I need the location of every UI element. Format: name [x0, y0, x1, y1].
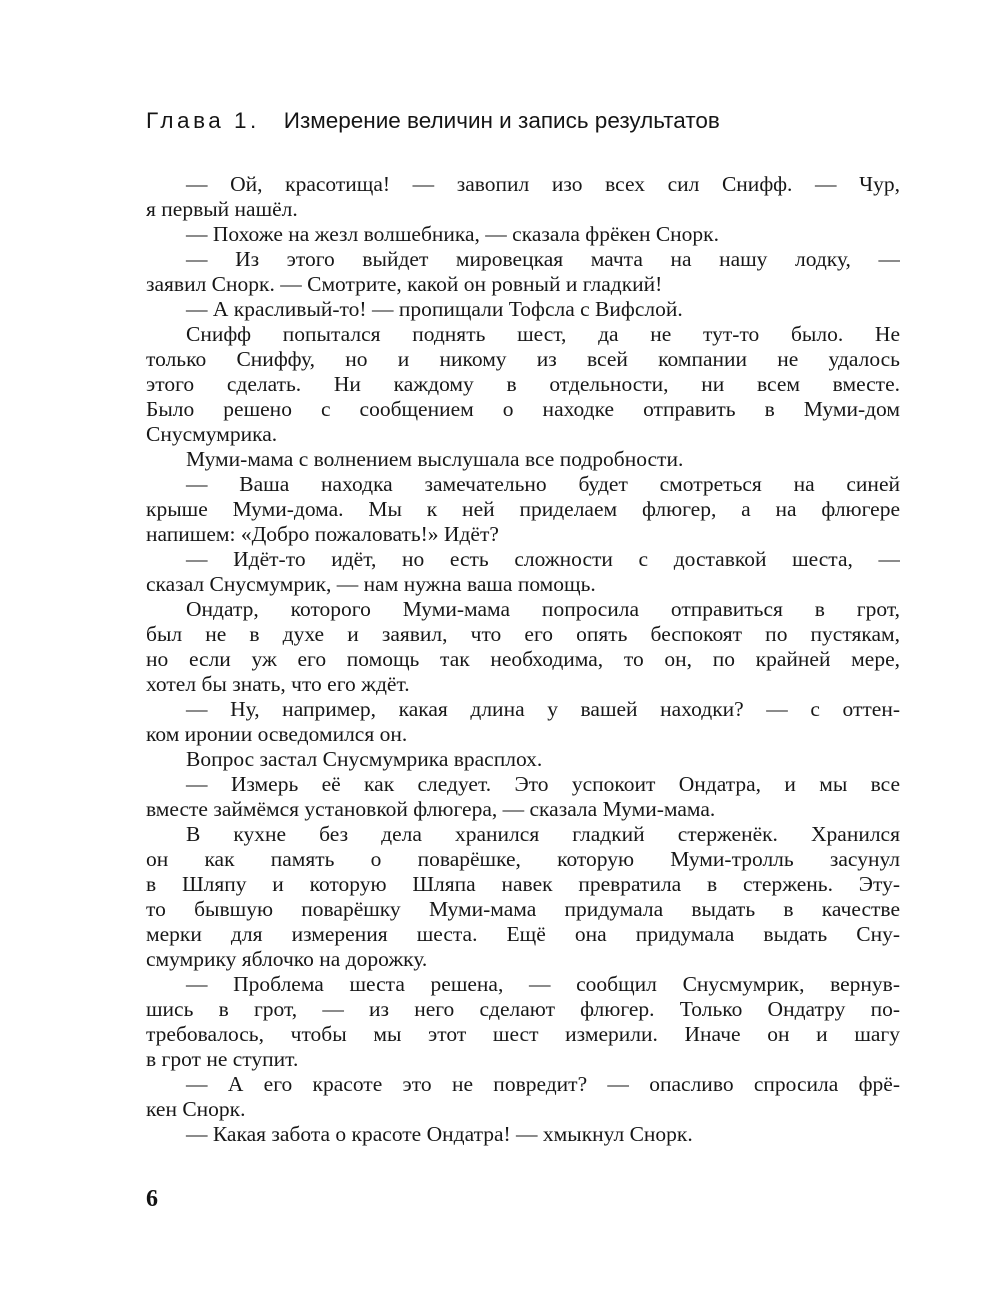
paragraph: [146, 822, 900, 972]
text-line: заявил Снорк. — Смотрите, какой он ровный и гладкий!: [146, 272, 663, 296]
text-line: кен Снорк.: [146, 1097, 246, 1121]
paragraph: [146, 697, 900, 747]
text-line: хотел бы знать, что его ждёт.: [146, 672, 410, 696]
paragraph: [146, 972, 900, 1072]
text-line: он как память о поварёшке, которую Муми-тролль засунул: [146, 847, 900, 871]
text-line: ком иронии осведомился он.: [146, 722, 408, 746]
text-line: сказал Снусмумрик, — нам нужна ваша помощь.: [146, 572, 596, 596]
paragraph: [146, 297, 900, 322]
text-line: В кухне без дела хранился гладкий стерженёк. Хранился: [186, 822, 900, 846]
text-line: — Проблема шеста решена, — сообщил Снусмумрик, вернув-: [186, 972, 900, 996]
paragraph: [146, 447, 900, 472]
text-line: — Ну, например, какая длина у вашей находки? — с оттен-: [186, 697, 900, 721]
text-line: шись в грот, — из него сделают флюгер. Только Ондатру по-: [146, 997, 900, 1021]
paragraph: [146, 472, 900, 547]
text-line: — А красливый-то! — пропищали Тофсла с Вифслой.: [186, 297, 683, 321]
text-line: я первый нашёл.: [146, 197, 298, 221]
paragraph: [146, 222, 900, 247]
text-line: Ондатр, которого Муми-мама попросила отправиться в грот,: [186, 597, 900, 621]
paragraph: [146, 247, 900, 297]
text-line: в грот не ступит.: [146, 1047, 299, 1071]
text-line: — А его красоте это не повредит? — опасливо спросила фрё-: [186, 1072, 900, 1096]
paragraph: [146, 597, 900, 697]
text-line: — Ой, красотища! — завопил изо всех сил Снифф. — Чур,: [186, 172, 900, 196]
text-line: только Сниффу, но и никому из всей компании не удалось: [146, 347, 900, 371]
text-line: требовалось, чтобы мы этот шест измерили. Иначе он и шагу: [146, 1022, 900, 1046]
text-line: Снифф попытался поднять шест, да не тут-то было. Не: [186, 322, 900, 346]
paragraph: [146, 172, 900, 222]
text-line: мерки для измерения шеста. Ещё она придумала выдать Сну-: [146, 922, 900, 946]
paragraph: [146, 772, 900, 822]
text-line: был не в духе и заявил, что его опять беспокоят по пустякам,: [146, 622, 900, 646]
paragraph: [146, 322, 900, 447]
text-line: — Идёт-то идёт, но есть сложности с доставкой шеста, —: [186, 547, 900, 571]
text-line: смумрику яблочко на дорожку.: [146, 947, 428, 971]
page-number: 6: [146, 1186, 158, 1212]
body-text: [146, 172, 900, 1147]
paragraph: [146, 547, 900, 597]
text-line: вместе займёмся установкой флюгера, — сказала Муми-мама.: [146, 797, 716, 821]
chapter-title: Измерение величин и запись результатов: [283, 108, 720, 133]
chapter-heading: [146, 106, 900, 136]
chapter-label: Глава 1.: [146, 108, 260, 133]
text-line: — Из этого выйдет мировецкая мачта на нашу лодку, —: [186, 247, 900, 271]
text-line: — Похоже на жезл волшебника, — сказала фрёкен Снорк.: [186, 222, 719, 246]
paragraph: [146, 1122, 900, 1147]
paragraph: [146, 747, 900, 772]
text-line: но если уж его помощь так необходима, то он, по крайней мере,: [146, 647, 900, 671]
text-line: — Ваша находка замечательно будет смотреться на синей: [186, 472, 900, 496]
text-line: Было решено с сообщением о находке отправить в Муми-дом: [146, 397, 900, 421]
paragraph: [146, 1072, 900, 1122]
text-line: в Шляпу и которую Шляпа навек превратила в стержень. Эту-: [146, 872, 900, 896]
text-line: Снусмумрика.: [146, 422, 278, 446]
text-line: Вопрос застал Снусмумрика врасплох.: [186, 747, 543, 771]
text-line: крыше Муми-дома. Мы к ней приделаем флюгер, а на флюгере: [146, 497, 900, 521]
text-line: — Измерь её как следует. Это успокоит Ондатра, и мы все: [186, 772, 900, 796]
text-line: этого сделать. Ни каждому в отдельности, ни всем вместе.: [146, 372, 900, 396]
text-line: Муми-мама с волнением выслушала все подробности.: [186, 447, 684, 471]
text-line: то бывшую поварёшку Муми-мама придумала выдать в качестве: [146, 897, 900, 921]
text-line: — Какая забота о красоте Ондатра! — хмыкнул Снорк.: [186, 1122, 693, 1146]
text-line: напишем: «Добро пожаловать!» Идёт?: [146, 522, 499, 546]
